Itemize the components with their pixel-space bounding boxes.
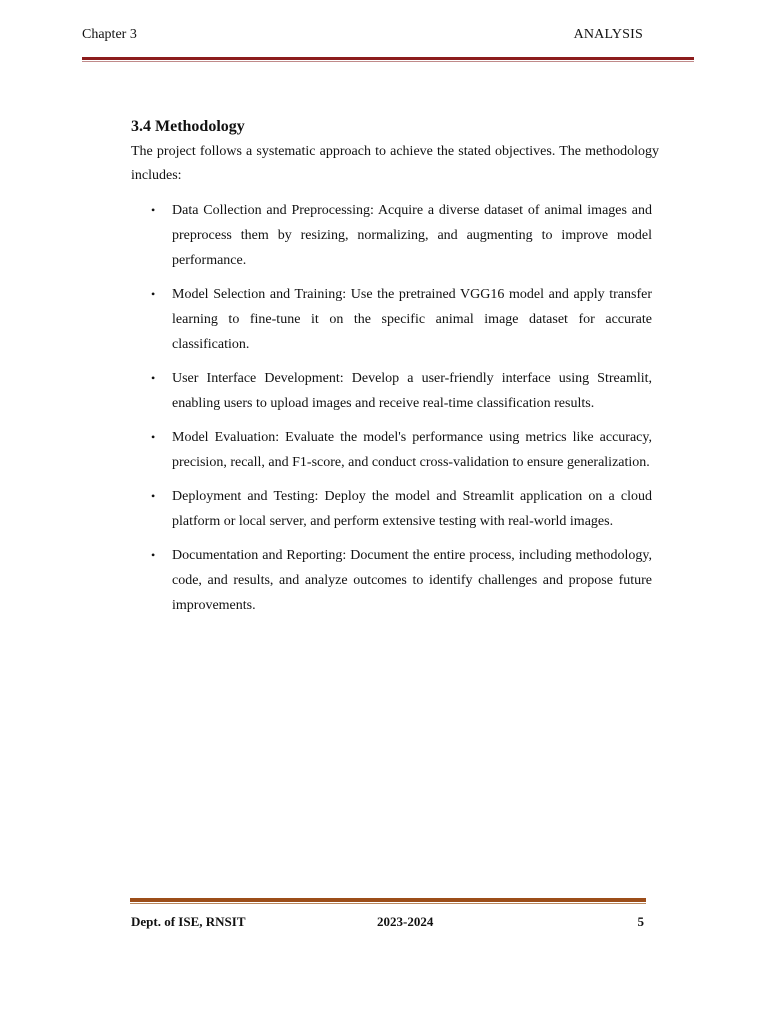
footer-year: 2023-2024	[377, 914, 434, 929]
list-item-text: Deployment and Testing: Deploy the model and Streamlit application on a cloud platform or local server, and perform extensive testing with real-world images.	[172, 489, 652, 529]
methodology-list	[131, 198, 659, 618]
list-item	[131, 543, 652, 618]
footer-rule	[130, 898, 646, 904]
bullet-icon: •	[151, 203, 156, 217]
list-item	[131, 366, 652, 416]
bullet-icon: •	[151, 548, 156, 562]
list-item-text: Model Evaluation: Evaluate the model's performance using metrics like accuracy, precision, recall, and F1-score, and conduct cross-validation to ensure generalization.	[172, 430, 652, 470]
methodology-section	[131, 118, 659, 627]
list-item	[131, 484, 652, 534]
section-intro: The project follows a systematic approach to achieve the stated objectives. The methodology includes:	[131, 144, 659, 183]
list-item-text: User Interface Development: Develop a user-friendly interface using Streamlit, enabling users to upload images and receive real-time classification results.	[172, 371, 652, 411]
header-chapter: Chapter 3	[82, 27, 137, 42]
footer-dept: Dept. of ISE, RNSIT	[131, 914, 246, 929]
list-item	[131, 282, 652, 357]
list-item-text: Documentation and Reporting: Document the entire process, including methodology, code, and results, and analyze outcomes to identify challenges and propose future improvements.	[172, 548, 652, 613]
list-item-text: Data Collection and Preprocessing: Acquire a diverse dataset of animal images and preprocess them by resizing, normalizing, and augmenting to improve model performance.	[172, 203, 652, 268]
bullet-icon: •	[151, 287, 156, 301]
list-item-text: Model Selection and Training: Use the pretrained VGG16 model and apply transfer learning to fine-tune it on the specific animal image dataset for accurate classification.	[172, 287, 652, 352]
section-title: 3.4 Methodology	[131, 118, 245, 135]
list-item	[131, 425, 652, 475]
list-item	[131, 198, 652, 273]
page-number: 5	[637, 914, 644, 929]
header-title: ANALYSIS	[573, 27, 643, 42]
bullet-icon: •	[151, 489, 156, 503]
bullet-icon: •	[151, 430, 156, 444]
header-rule	[82, 57, 694, 62]
bullet-icon: •	[151, 371, 156, 385]
